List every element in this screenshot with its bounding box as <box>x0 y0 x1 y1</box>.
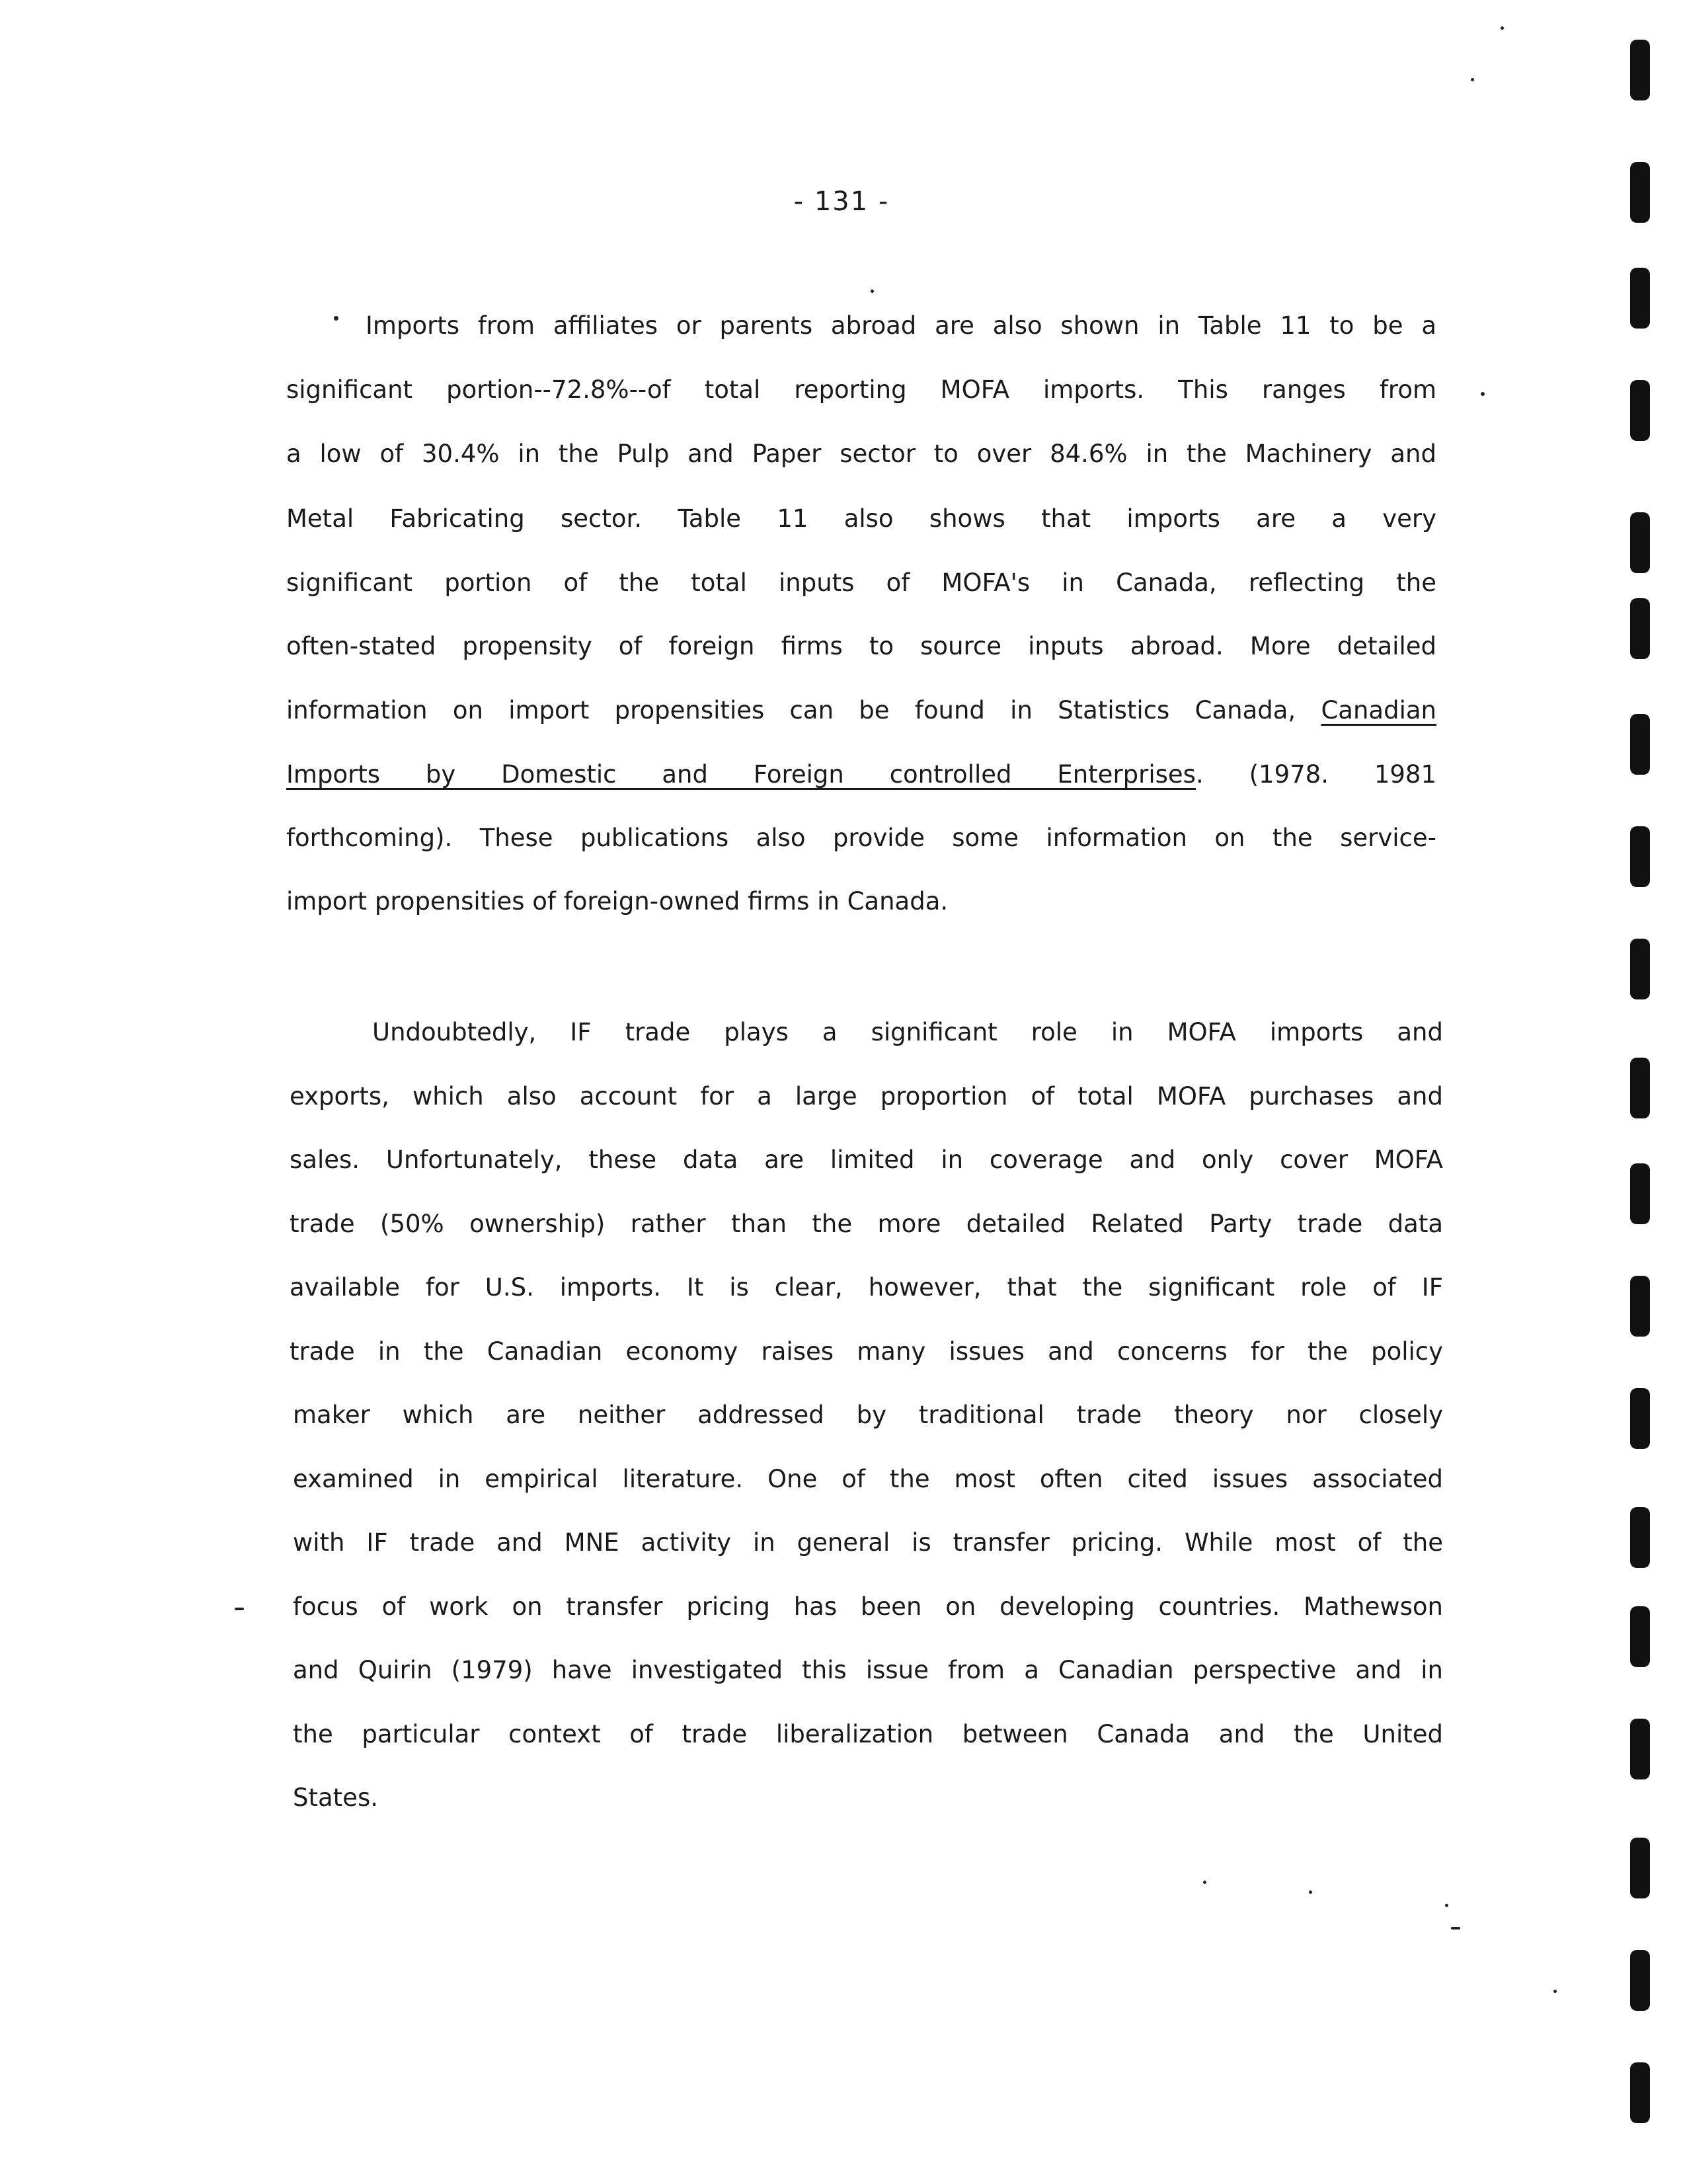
text-line: a low of 30.4% in the Pulp and Paper sector to over 84.6% in the Machinery and <box>286 440 1436 468</box>
text-line: sales. Unfortunately, these data are limited in coverage and only cover MOFA <box>290 1146 1443 1174</box>
text-line: often-stated propensity of foreign firms to source inputs abroad. More detailed <box>286 632 1436 660</box>
binding-mark <box>1630 1276 1650 1337</box>
text-line: significant portion of the total inputs of MOFA's in Canada, reflecting the <box>286 568 1436 597</box>
binding-mark <box>1630 598 1650 659</box>
scan-speck <box>235 1608 244 1610</box>
text-line-with-citation <box>286 691 1436 730</box>
scan-speck <box>1553 1990 1557 1993</box>
binding-mark <box>1630 1950 1650 2011</box>
text-line: maker which are neither addressed by traditional trade theory nor closely <box>293 1401 1443 1429</box>
text-line-with-citation: Imports by Domestic and Foreign controlled Enterprises. (1978. 1981 <box>286 760 1436 789</box>
binding-mark <box>1630 714 1650 775</box>
text-line: with IF trade and MNE activity in general is transfer pricing. While most of the <box>293 1528 1443 1557</box>
text-line: and Quirin (1979) have investigated this issue from a Canadian perspective and in <box>293 1656 1443 1684</box>
text-line: focus of work on transfer pricing has been on developing countries. Mathewson <box>293 1592 1443 1621</box>
binding-mark <box>1630 1719 1650 1779</box>
binding-mark <box>1630 1507 1650 1568</box>
binding-mark <box>1630 1838 1650 1898</box>
text-line: States. <box>293 1783 378 1812</box>
binding-mark <box>1630 268 1650 329</box>
scan-speck <box>334 316 338 321</box>
text-line: Undoubtedly, IF trade plays a significant role in MOFA imports and <box>372 1018 1443 1046</box>
binding-mark <box>1630 1606 1650 1667</box>
scan-speck <box>1451 1927 1460 1930</box>
text-line: significant portion--72.8%--of total reporting MOFA imports. This ranges from <box>286 375 1436 404</box>
binding-mark <box>1630 939 1650 999</box>
citation-lead-text: information on import propensities can be found in Statistics Canada, <box>286 696 1296 724</box>
text-line: the particular context of trade liberalization between Canada and the United <box>293 1720 1443 1748</box>
binding-mark <box>1630 40 1650 100</box>
binding-mark <box>1630 1388 1650 1449</box>
scan-speck <box>1309 1891 1312 1894</box>
text-line: import propensities of foreign-owned firms in Canada. <box>286 887 949 916</box>
binding-mark <box>1630 2062 1650 2123</box>
scan-speck <box>1203 1881 1206 1884</box>
text-line: examined in empirical literature. One of the most often cited issues associated <box>293 1465 1443 1493</box>
binding-mark <box>1630 1163 1650 1224</box>
citation-title: Imports by Domestic and Foreign controlled Enterprises <box>286 760 1196 789</box>
text-line: trade in the Canadian economy raises many issues and concerns for the policy <box>290 1337 1443 1366</box>
scan-speck <box>1481 392 1485 396</box>
scan-speck <box>1471 78 1474 81</box>
page-number: - 131 - <box>793 186 890 217</box>
binding-mark <box>1630 1058 1650 1118</box>
text-line: Metal Fabricating sector. Table 11 also shows that imports are a very <box>286 504 1436 533</box>
text-line: Imports from affiliates or parents abroad are also shown in Table 11 to be a <box>366 311 1436 340</box>
text-line: forthcoming). These publications also provide some information on the service- <box>286 824 1436 852</box>
text-line: available for U.S. imports. It is clear, however, that the significant role of IF <box>290 1273 1443 1302</box>
citation-title: Canadian <box>1321 696 1436 724</box>
text-line: trade (50% ownership) rather than the more detailed Related Party trade data <box>290 1210 1443 1238</box>
binding-mark <box>1630 826 1650 887</box>
binding-mark <box>1630 380 1650 441</box>
binding-mark <box>1630 512 1650 573</box>
binding-mark <box>1630 162 1650 223</box>
scan-speck <box>1445 1904 1448 1907</box>
scan-speck <box>1501 26 1504 30</box>
scan-speck <box>871 290 874 293</box>
text-line: exports, which also account for a large proportion of total MOFA purchases and <box>290 1082 1443 1111</box>
citation-years: (1978. 1981 <box>1249 760 1436 789</box>
